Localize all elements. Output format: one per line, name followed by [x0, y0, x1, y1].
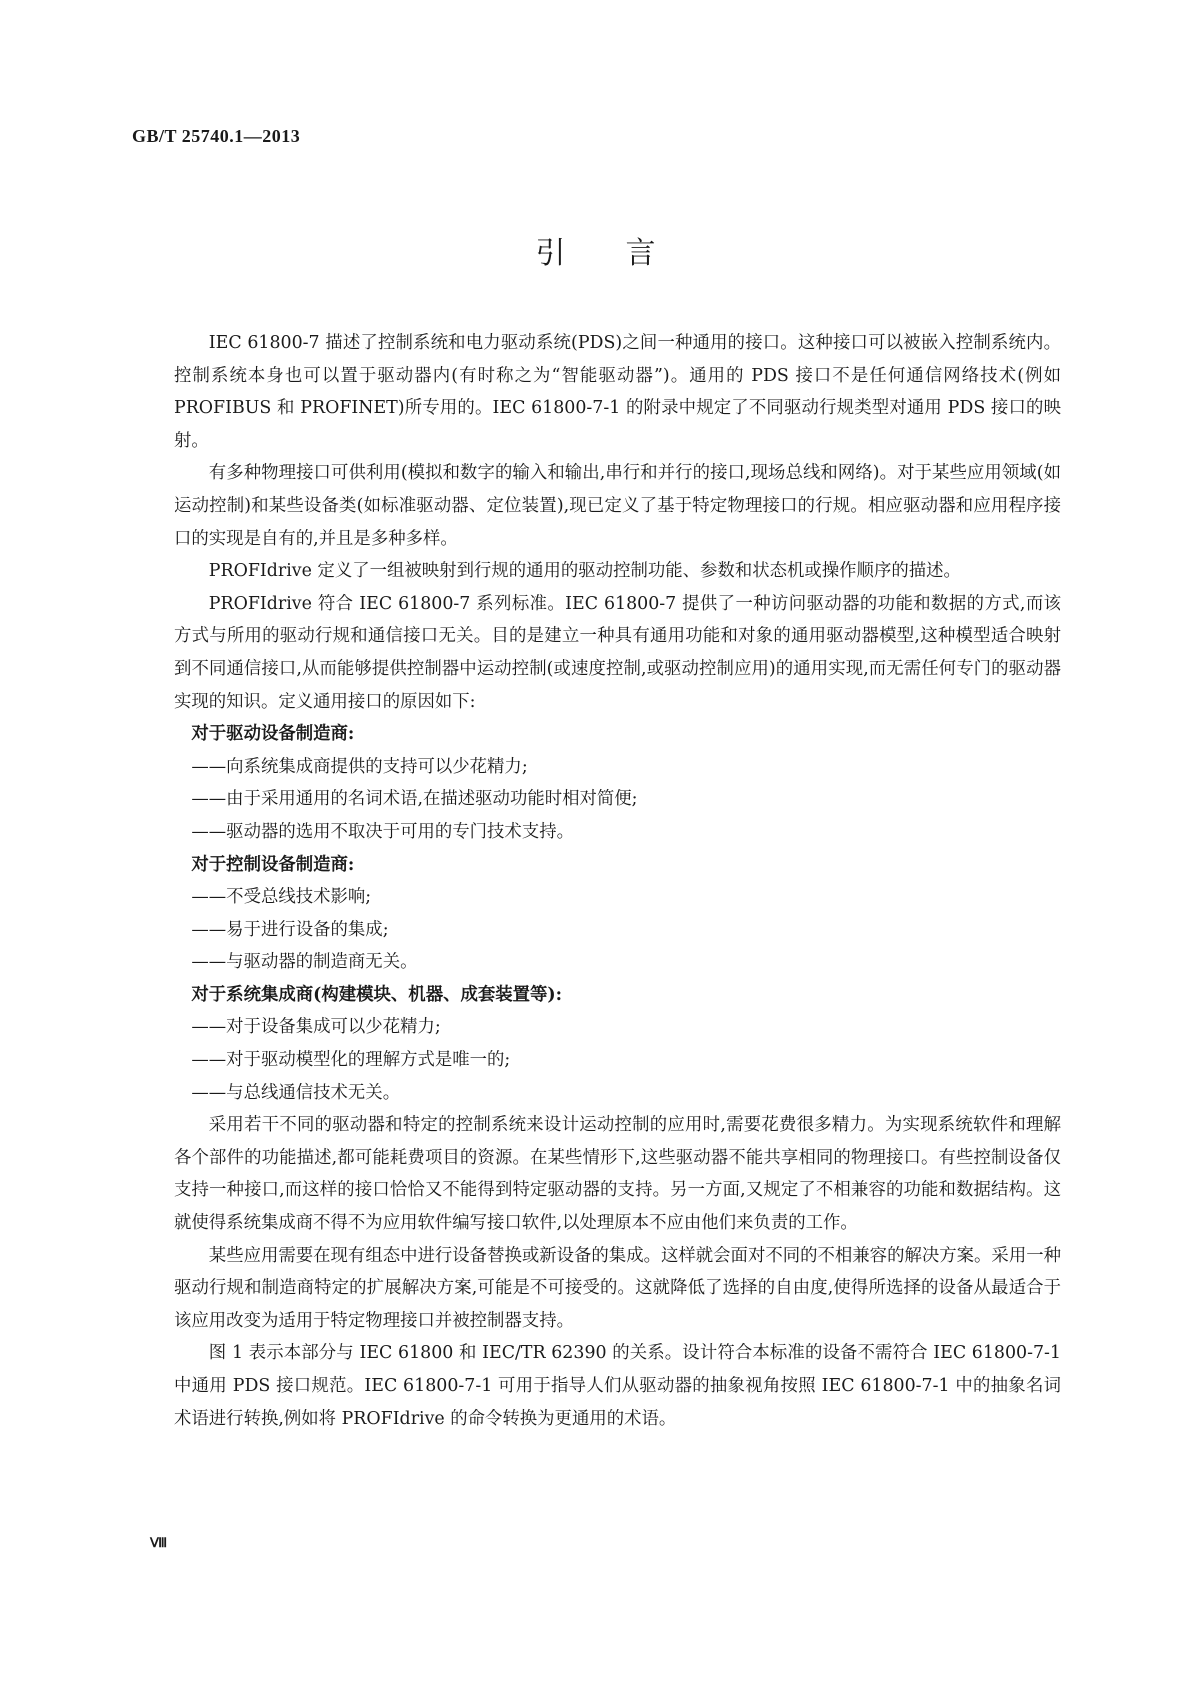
list-item: ——由于采用通用的名词术语,在描述驱动功能时相对简便; [191, 789, 638, 810]
paragraph-1: IEC 61800-7 描述了控制系统和电力驱动系统(PDS)之间一种通用的接口。这种接口可以被嵌入控制系统内。控制系统本身也可以置于驱动器内(有时称之为“智能驱动器”)。通用的 PDS 接口不是任何通信网络技术(例如 PROFIBUS 和 PROFINET)所专用的。IEC 61800-7-1 的附录中规定了不同驱动行规类型对通用 PDS 接口的映射。 [174, 333, 1061, 451]
paragraph-4: PROFIdrive 符合 IEC 61800-7 系列标准。IEC 61800-7 提供了一种访问驱动器的功能和数据的方式,而该方式与所用的驱动行规和通信接口无关。目的是建立一种具有通用功能和对象的通用驱动器模型,这种模型适合映射到不同通信接口,从而能够提供控制器中运动控制(或速度控制,或驱动控制应用)的通用实现,而无需任何专门的驱动器实现的知识。定义通用接口的原因如下: [174, 593, 1061, 712]
paragraph-7: 图 1 表示本部分与 IEC 61800 和 IEC/TR 62390 的关系。设计符合本标准的设备不需符合 IEC 61800-7-1 中通用 PDS 接口规范。IEC 61800-7-1 可用于指导人们从驱动器的抽象视角按照 IEC 61800-7-1 中的抽象名词术语进行转换,例如将 PROFIdrive 的命令转换为更通用的术语。 [174, 1343, 1061, 1429]
list-item: ——与总线通信技术无关。 [191, 1082, 401, 1103]
list-item: ——对于设备集成可以少花精力; [191, 1017, 441, 1038]
paragraph-5: 采用若干不同的驱动器和特定的控制系统来设计运动控制的应用时,需要花费很多精力。为实现系统软件和理解各个部件的功能描述,都可能耗费项目的资源。在某些情形下,这些驱动器不能共享相同的物理接口。有些控制设备仅支持一种接口,而这样的接口恰恰又不能得到特定驱动器的支持。另一方面,又规定了不相兼容的功能和数据结构。这就使得系统集成商不得不为应用软件编写接口软件,以处理原本不应由他们来负责的工作。 [174, 1115, 1061, 1234]
list-item: ——不受总线技术影响; [191, 887, 372, 908]
paragraph-6: 某些应用需要在现有组态中进行设备替换或新设备的集成。这样就会面对不同的不相兼容的解决方案。采用一种驱动行规和制造商特定的扩展解决方案,可能是不可接受的。这就降低了选择的自由度,使得所选择的设备从最适合于该应用改变为适用于特定物理接口并被控制器支持。 [174, 1245, 1061, 1331]
heading-system-integrators: 对于系统集成商(构建模块、机器、成套装置等): [191, 984, 563, 1005]
document-body [174, 327, 1061, 1435]
list-item: ——易于进行设备的集成; [191, 919, 389, 940]
paragraph-3: PROFIdrive 定义了一组被映射到行规的通用的驱动控制功能、参数和状态机或操作顺序的描述。 [208, 561, 961, 582]
page-number: Ⅷ [150, 1535, 168, 1550]
page-title: 引言 [535, 236, 716, 271]
list-item: ——驱动器的选用不取决于可用的专门技术支持。 [191, 821, 574, 842]
paragraph-2: 有多种物理接口可供利用(模拟和数字的输入和输出,串行和并行的接口,现场总线和网络)。对于某些应用领域(如运动控制)和某些设备类(如标准驱动器、定位装置),现已定义了基于特定物理接口的行规。相应驱动器和应用程序接口的实现是自有的,并且是多种多样。 [174, 463, 1061, 549]
list-item: ——对于驱动模型化的理解方式是唯一的; [191, 1050, 511, 1071]
list-item: ——与驱动器的制造商无关。 [191, 952, 418, 973]
document-number: GB/T 25740.1—2013 [132, 126, 301, 146]
heading-drive-manufacturers: 对于驱动设备制造商: [191, 724, 355, 745]
list-item: ——向系统集成商提供的支持可以少花精力; [191, 756, 528, 777]
heading-control-manufacturers: 对于控制设备制造商: [191, 854, 355, 875]
